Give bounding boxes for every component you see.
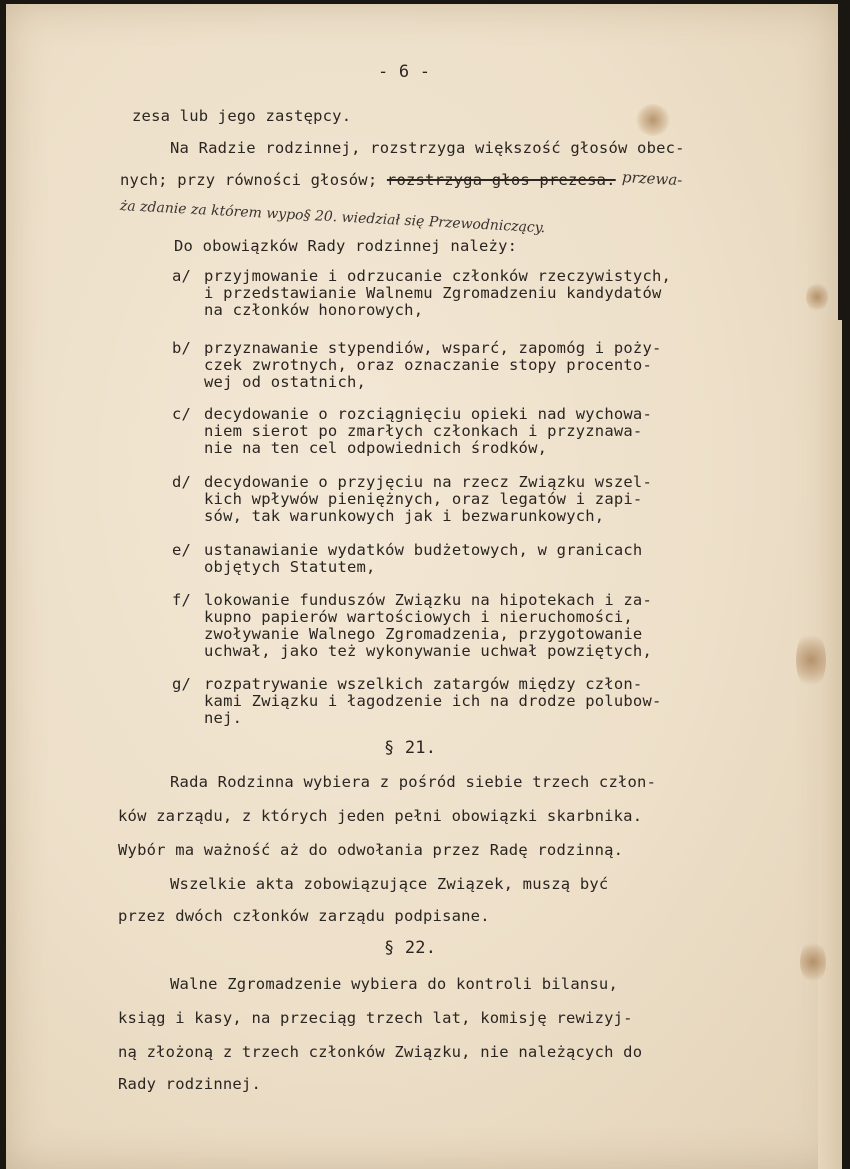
section-heading: § 21.: [384, 738, 437, 758]
list-item-line: przyznawanie stypendiów, wsparć, zapomóg i poży-: [204, 339, 662, 357]
list-item-line: i przedstawianie Walnemu Zgromadzeniu kandydatów: [204, 284, 662, 302]
text-fragment: nych; przy równości głosów;: [120, 171, 378, 189]
text-line: ków zarządu, z których jeden pełni obowiązki skarbnika.: [118, 807, 643, 825]
text-line: Walne Zgromadzenie wybiera do kontroli bilansu,: [170, 975, 618, 993]
text-line: przez dwóch członków zarządu podpisane.: [118, 907, 490, 925]
text-line: [120, 172, 616, 189]
list-item-line: nej.: [204, 709, 243, 727]
list-item-line: wej od ostatnich,: [204, 373, 367, 391]
list-item-line: sów, tak warunkowych jak i bezwarunkowych,: [204, 507, 605, 525]
text-line: ną złożoną z trzech członków Związku, nie należących do: [118, 1043, 643, 1061]
list-item-line: kupno papierów wartościowych i nieruchomości,: [204, 608, 633, 626]
list-item-line: decydowanie o przyjęciu na rzecz Związku wszel-: [204, 473, 652, 491]
text-line: zesa lub jego zastępcy.: [132, 107, 352, 125]
paper-edge: [818, 320, 842, 1169]
list-item-line: nie na ten cel odpowiednich środków,: [204, 439, 548, 457]
list-marker: c/: [172, 405, 192, 423]
list-item-line: przyjmowanie i odrzucanie członków rzeczywistych,: [204, 267, 672, 285]
rust-stain: [806, 282, 828, 312]
list-item-line: rozpatrywanie wszelkich zatargów między człon-: [204, 675, 643, 693]
duties-heading: Do obowiązków Rady rodzinnej należy:: [174, 237, 518, 255]
text-line: ksiąg i kasy, na przeciąg trzech lat, komisję rewizyj-: [118, 1009, 633, 1027]
list-item-line: lokowanie funduszów Związku na hipotekach i za-: [204, 591, 652, 609]
list-item-line: kami Związku i łagodzenie ich na drodze polubow-: [204, 692, 662, 710]
rust-stain: [796, 630, 826, 690]
list-item-line: ustanawianie wydatków budżetowych, w granicach: [204, 541, 643, 559]
page-number: - 6 -: [378, 62, 431, 82]
list-item-line: uchwał, jako też wykonywanie uchwał powziętych,: [204, 642, 652, 660]
list-marker: b/: [172, 339, 192, 357]
list-item-line: czek zwrotnych, oraz oznaczanie stopy procento-: [204, 356, 652, 374]
text-line: Wszelkie akta zobowiązujące Związek, muszą być: [170, 875, 609, 893]
handwritten-note: przewa-: [621, 168, 683, 190]
text-line: Rady rodzinnej.: [118, 1075, 261, 1093]
list-marker: g/: [172, 675, 192, 693]
list-marker: a/: [172, 267, 192, 285]
text-line: Rada Rodzinna wybiera z pośród siebie trzech człon-: [170, 773, 657, 791]
list-item-line: na członków honorowych,: [204, 301, 424, 319]
handwritten-note: ża zdanie za którem wypo§ 20. wiedział się Przewodniczący.: [119, 198, 546, 237]
text-line: Na Radzie rodzinnej, rozstrzyga większość głosów obec-: [170, 139, 685, 157]
list-item-line: objętych Statutem,: [204, 558, 376, 576]
list-item-line: decydowanie o rozciągnięciu opieki nad wychowa-: [204, 405, 652, 423]
text-line: Wybór ma ważność aż do odwołania przez Radę rodzinną.: [118, 841, 624, 859]
struck-text: rozstrzyga głos prezesa.: [386, 171, 616, 189]
list-marker: d/: [172, 473, 192, 491]
rust-stain: [800, 940, 826, 984]
list-item-line: zwoływanie Walnego Zgromadzenia, przygotowanie: [204, 625, 643, 643]
list-marker: f/: [172, 591, 192, 609]
list-item-line: kich wpływów pieniężnych, oraz legatów i zapi-: [204, 490, 643, 508]
list-item-line: niem sierot po zmarłych członkach i przyznawa-: [204, 422, 643, 440]
rust-stain: [636, 104, 670, 136]
section-heading: § 22.: [384, 938, 437, 958]
list-marker: e/: [172, 541, 192, 559]
